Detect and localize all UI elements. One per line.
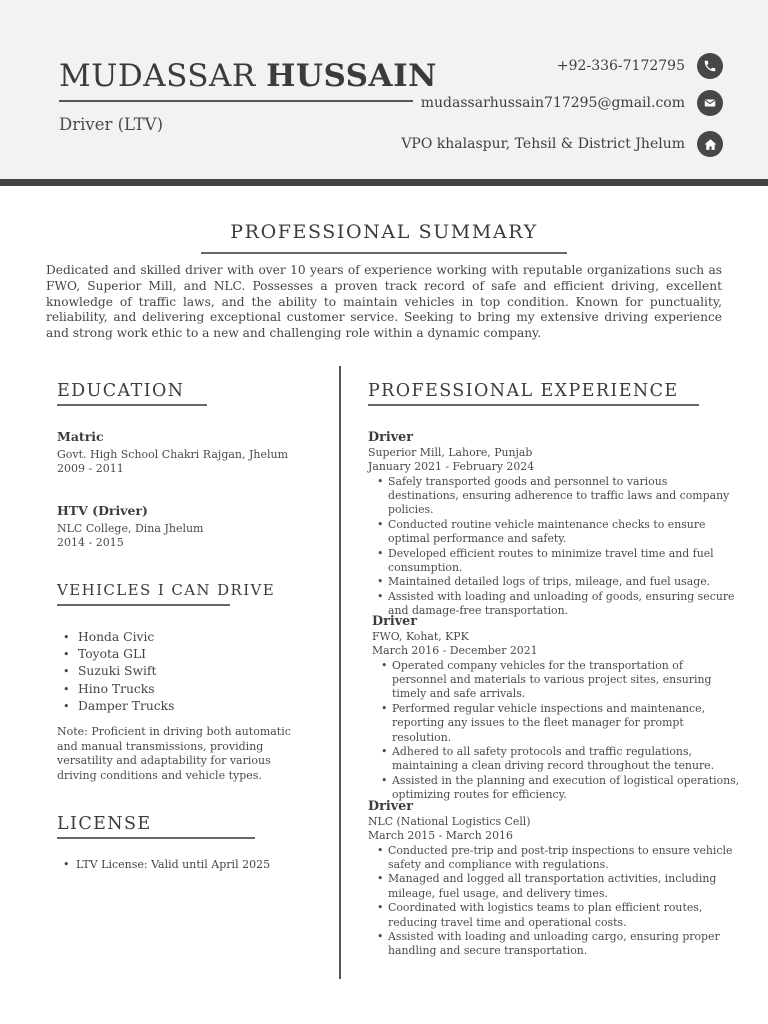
list-item: • Suzuki Swift <box>63 663 174 680</box>
list-item: • Toyota GLI <box>63 646 174 663</box>
contact-address <box>401 131 723 157</box>
experience-heading: PROFESSIONAL EXPERIENCE <box>368 381 679 401</box>
list-item: • Managed and logged all transportation activities, including mileage, fuel usage, and delivery times. <box>373 872 738 901</box>
education-years: 2014 - 2015 <box>57 536 124 549</box>
education-years: 2009 - 2011 <box>57 462 124 475</box>
list-item: • Hino Trucks <box>63 681 174 698</box>
list-item: • Assisted with loading and unloading cargo, ensuring proper handling and secure transportation. <box>373 930 738 959</box>
job-dates: January 2021 - February 2024 <box>368 460 535 474</box>
list-item: • Adhered to all safety protocols and traffic regulations, maintaining a clean driving record throughout the tenure. <box>377 745 740 774</box>
list-item: • Damper Trucks <box>63 698 174 715</box>
education-degree: HTV (Driver) <box>57 503 148 518</box>
education-underline <box>57 404 207 406</box>
job-title: Driver <box>368 430 414 445</box>
education-school: NLC College, Dina Jhelum <box>57 521 204 535</box>
vehicles-note: Note: Proficient in driving both automatic and manual transmissions, providing versatility and adaptability for various driving conditions and vehicle types. <box>57 725 291 782</box>
education-heading: EDUCATION <box>57 381 185 401</box>
job-company: FWO, Kohat, KPK <box>372 630 469 643</box>
phone-text[interactable]: +92-336-7172795 <box>556 58 685 74</box>
experience-item <box>368 799 738 959</box>
education-degree: Matric <box>57 429 104 444</box>
experience-underline <box>368 404 699 406</box>
job-bullets <box>377 659 740 803</box>
list-item: • Honda Civic <box>63 629 174 646</box>
column-divider <box>339 366 341 979</box>
list-item: • Maintained detailed logs of trips, mileage, and fuel usage. <box>373 575 738 589</box>
job-bullets <box>373 475 738 619</box>
last-name: HUSSAIN <box>266 58 437 94</box>
license-list <box>63 858 270 871</box>
education-item <box>57 504 327 551</box>
job-title: Driver <box>368 799 414 814</box>
contact-phone <box>557 53 723 79</box>
license-underline <box>57 837 255 839</box>
license-heading: LICENSE <box>57 814 152 834</box>
list-item: • Performed regular vehicle inspections and maintenance, reporting any issues to the fleet manager for prompt resolution. <box>377 702 740 745</box>
header-divider-bar <box>0 179 768 186</box>
job-title: Driver <box>372 614 418 629</box>
phone-icon <box>697 53 723 79</box>
list-item: • Assisted in the planning and execution of logistical operations, optimizing routes for efficiency. <box>377 774 740 803</box>
email-text[interactable]: mudassarhussain717295@gmail.com <box>420 95 685 111</box>
list-item: • Safely transported goods and personnel to various destinations, ensuring adherence to traffic laws and company policies. <box>373 475 738 518</box>
contact-email <box>421 90 723 116</box>
summary-paragraph: Dedicated and skilled driver with over 10 years of experience working with reputable organizations such as FWO, Superior Mill, and NLC. Possesses a proven track record of safe and efficient driving, excellent knowledge of traffic laws, and the ability to maintain vehicles in top condition. Known for punctuality, reliability, and delivering exceptional customer service. Seeking to bring my extensive driving experience and strong work ethic to a new and challenging role within a dynamic company. <box>46 263 722 341</box>
list-item: • Assisted with loading and unloading of goods, ensuring secure and damage-free transportation. <box>373 590 738 619</box>
job-bullets <box>373 844 738 959</box>
address-text: VPO khalaspur, Tehsil & District Jhelum <box>401 136 685 152</box>
list-item: • LTV License: Valid until April 2025 <box>63 858 270 871</box>
education-school: Govt. High School Chakri Rajgan, Jhelum <box>57 447 289 461</box>
job-company: Superior Mill, Lahore, Punjab <box>368 446 533 459</box>
list-item: • Developed efficient routes to minimize travel time and fuel consumption. <box>373 547 738 576</box>
list-item: • Operated company vehicles for the transportation of personnel and materials to various project sites, ensuring timely and safe arrivals. <box>377 659 740 702</box>
job-company: NLC (National Logistics Cell) <box>368 815 531 828</box>
vehicles-heading: VEHICLES I CAN DRIVE <box>57 581 276 599</box>
name-underline <box>59 100 413 102</box>
vehicles-underline <box>57 604 230 606</box>
summary-heading: PROFESSIONAL SUMMARY <box>230 221 538 243</box>
home-icon <box>697 131 723 157</box>
list-item: • Coordinated with logistics teams to plan efficient routes, reducing travel time and operational costs. <box>373 901 738 930</box>
vehicles-list <box>63 629 174 715</box>
summary-underline <box>201 252 567 254</box>
first-name: MUDASSAR <box>59 58 256 94</box>
experience-item <box>368 430 738 619</box>
job-dates: March 2016 - December 2021 <box>372 644 538 658</box>
education-item <box>57 430 327 477</box>
list-item: • Conducted routine vehicle maintenance checks to ensure optimal performance and safety. <box>373 518 738 547</box>
list-item: • Conducted pre-trip and post-trip inspections to ensure vehicle safety and compliance with regulations. <box>373 844 738 873</box>
job-role: Driver (LTV) <box>59 115 164 134</box>
experience-item <box>372 614 740 803</box>
candidate-name <box>59 58 437 94</box>
email-icon <box>697 90 723 116</box>
job-dates: March 2015 - March 2016 <box>368 829 513 843</box>
